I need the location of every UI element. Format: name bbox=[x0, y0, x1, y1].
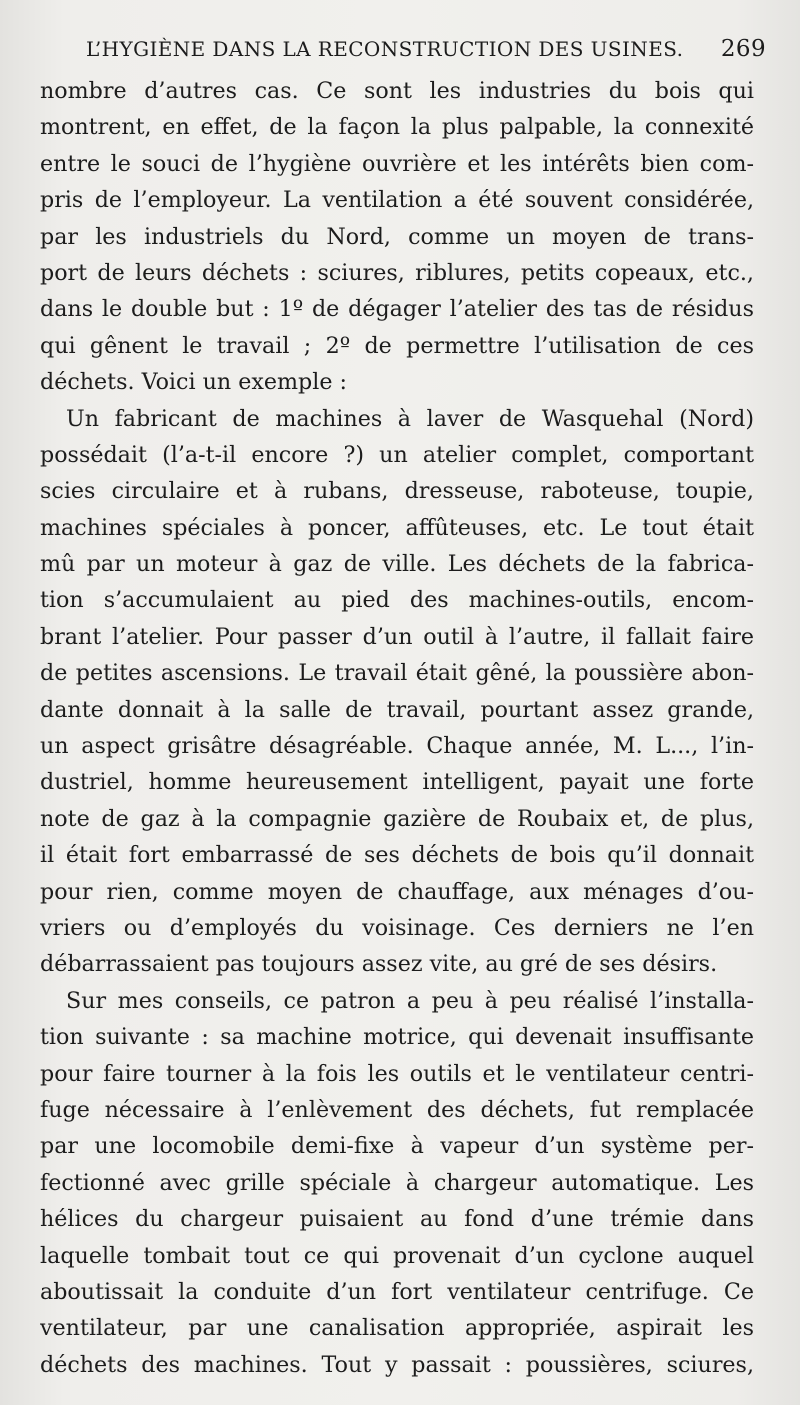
text-line: aboutissait la conduite d’un fort ventilateur centrifuge. Ce bbox=[40, 1278, 754, 1305]
text-line: vriers ou d’employés du voisinage. Ces derniers ne l’en bbox=[40, 914, 754, 941]
running-head-title: L’HYGIÈNE DANS LA RECONSTRUCTION DES USINES. bbox=[86, 37, 684, 61]
text-line: nombre d’autres cas. Ce sont les industries du bois qui bbox=[40, 78, 754, 104]
running-head bbox=[86, 36, 766, 68]
text-line: par une locomobile demi-fixe à vapeur d’un système per- bbox=[40, 1133, 754, 1160]
text-line: dante donnait à la salle de travail, pourtant assez grande, bbox=[40, 696, 754, 723]
text-line: fectionné avec grille spéciale à chargeur automatique. Les bbox=[40, 1169, 754, 1196]
text-line: de petites ascensions. Le travail était gêné, la poussière abon- bbox=[40, 660, 754, 687]
text-line: dans le double but : 1º de dégager l’atelier des tas de résidus bbox=[40, 296, 754, 323]
text-line: tion s’accumulaient au pied des machines-outils, encom- bbox=[40, 587, 754, 614]
text-line: entre le souci de l’hygiène ouvrière et les intérêts bien com- bbox=[40, 150, 754, 177]
text-line: tion suivante : sa machine motrice, qui devenait insuffisante bbox=[40, 1024, 754, 1051]
text-line: qui gênent le travail ; 2º de permettre l’utilisation de ces bbox=[40, 332, 754, 359]
text-line: déchets des machines. Tout y passait : poussières, sciures, bbox=[40, 1351, 754, 1378]
text-line: port de leurs déchets : sciures, riblures, petits copeaux, etc., bbox=[40, 259, 754, 286]
text-line: note de gaz à la compagnie gazière de Roubaix et, de plus, bbox=[40, 805, 754, 832]
text-line: pour faire tourner à la fois les outils et le ventilateur centri- bbox=[40, 1060, 754, 1087]
text-line: ventilateur, par une canalisation appropriée, aspirait les bbox=[40, 1315, 754, 1342]
text-line: Un fabricant de machines à laver de Wasquehal (Nord) bbox=[66, 405, 754, 432]
page-number: 269 bbox=[720, 36, 766, 62]
text-line: débarrassaient pas toujours assez vite, au gré de ses désirs. bbox=[40, 951, 718, 978]
text-line: pris de l’employeur. La ventilation a été souvent considérée, bbox=[40, 187, 754, 214]
text-line: dustriel, homme heureusement intelligent, payait une forte bbox=[40, 769, 754, 796]
text-line: il était fort embarrassé de ses déchets de bois qu’il donnait bbox=[40, 842, 754, 869]
text-line: Sur mes conseils, ce patron a peu à peu réalisé l’installa- bbox=[66, 987, 754, 1014]
text-line: machines spéciales à poncer, affûteuses, etc. Le tout était bbox=[40, 514, 754, 541]
text-line: pour rien, comme moyen de chauffage, aux ménages d’ou- bbox=[40, 878, 754, 905]
text-line: par les industriels du Nord, comme un moyen de trans- bbox=[40, 223, 754, 250]
text-line: un aspect grisâtre désagréable. Chaque année, M. L..., l’in- bbox=[40, 733, 754, 760]
body-text bbox=[40, 73, 754, 1383]
text-line: laquelle tombait tout ce qui provenait d’un cyclone auquel bbox=[40, 1242, 754, 1269]
text-line: scies circulaire et à rubans, dresseuse, raboteuse, toupie, bbox=[40, 478, 754, 505]
text-line: hélices du chargeur puisaient au fond d’une trémie dans bbox=[40, 1206, 754, 1233]
text-line: brant l’atelier. Pour passer d’un outil à l’autre, il fallait faire bbox=[40, 623, 754, 650]
text-line: fuge nécessaire à l’enlèvement des déchets, fut remplacée bbox=[40, 1096, 754, 1123]
text-line: possédait (l’a-t-il encore ?) un atelier complet, comportant bbox=[40, 441, 754, 468]
text-line: montrent, en effet, de la façon la plus palpable, la connexité bbox=[40, 114, 754, 141]
text-line: mû par un moteur à gaz de ville. Les déchets de la fabrica- bbox=[40, 551, 754, 578]
text-line: déchets. Voici un exemple : bbox=[40, 369, 348, 396]
